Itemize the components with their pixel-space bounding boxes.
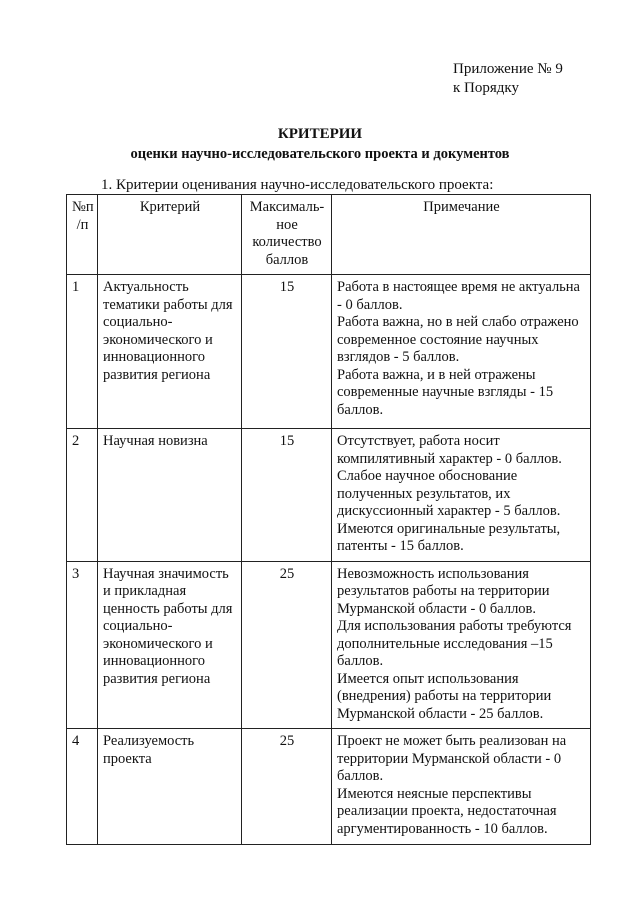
note-line: Имеются неясные перспективы реализации проекта, недостаточная аргументированность - 10 баллов. bbox=[337, 785, 557, 837]
row-notes bbox=[332, 429, 591, 562]
row-criterion: Научная новизна bbox=[98, 429, 242, 562]
row-number: 1 bbox=[67, 275, 98, 429]
note-line: Отсутствует, работа носит компилятивный характер - 0 баллов. bbox=[337, 433, 562, 467]
row-score: 15 bbox=[242, 429, 332, 562]
row-score: 15 bbox=[242, 275, 332, 429]
document-subtitle: оценки научно-исследовательского проекта и документов bbox=[130, 146, 510, 162]
table-row bbox=[67, 561, 591, 729]
section-heading: 1. Критерии оценивания научно-исследовательского проекта: bbox=[101, 177, 494, 193]
table-row bbox=[67, 275, 591, 429]
note-line: Невозможность использования результатов работы на территории Мурманской области - 0 баллов. bbox=[337, 565, 550, 617]
note-line: Работа важна, но в ней слабо отражено современное состояние научных взглядов - 5 баллов. bbox=[337, 314, 579, 365]
row-number: 2 bbox=[67, 429, 98, 562]
table-header-row bbox=[67, 195, 591, 275]
header-criterion: Критерий bbox=[98, 195, 242, 275]
row-number: 4 bbox=[67, 729, 98, 845]
note-line: Слабое научное обоснование полученных результатов, их дискуссионный характер - 5 баллов. bbox=[337, 468, 561, 519]
row-criterion: Научная значимость и прикладная ценность работы для социально-экономического и инновационного развития региона bbox=[98, 561, 242, 729]
header-note: Примечание bbox=[332, 195, 591, 275]
note-line: Работа в настоящее время не актуальна - 0 баллов. bbox=[337, 279, 580, 313]
row-criterion: Реализуемость проекта bbox=[98, 729, 242, 845]
table-row bbox=[67, 429, 591, 562]
table-row bbox=[67, 729, 591, 845]
note-line: Имеются оригинальные результаты, патенты - 15 баллов. bbox=[337, 520, 561, 554]
document-title: КРИТЕРИИ bbox=[277, 126, 363, 142]
appendix-reference bbox=[453, 60, 563, 98]
row-score: 25 bbox=[242, 729, 332, 845]
note-line: Работа важна, и в ней отражены современные научные взгляды - 15 баллов. bbox=[337, 366, 554, 418]
row-score: 25 bbox=[242, 561, 332, 729]
criteria-table bbox=[66, 194, 591, 845]
row-notes bbox=[332, 275, 591, 429]
header-num: №п /п bbox=[67, 195, 98, 275]
note-line: Проект не может быть реализован на территории Мурманской области - 0 баллов. bbox=[337, 733, 567, 784]
row-notes bbox=[332, 729, 591, 845]
appendix-number: Приложение № 9 bbox=[453, 61, 563, 77]
note-line: Для использования работы требуются дополнительные исследования –15 баллов. bbox=[337, 618, 572, 669]
note-line: Имеется опыт использования (внедрения) работы на территории Мурманской области - 25 баллов. bbox=[337, 670, 552, 722]
row-number: 3 bbox=[67, 561, 98, 729]
appendix-order: к Порядку bbox=[453, 80, 519, 96]
row-notes bbox=[332, 561, 591, 729]
header-max-score: Максималь-ное количество баллов bbox=[242, 195, 332, 275]
row-criterion: Актуальность тематики работы для социально-экономического и инновационного развития региона bbox=[98, 275, 242, 429]
